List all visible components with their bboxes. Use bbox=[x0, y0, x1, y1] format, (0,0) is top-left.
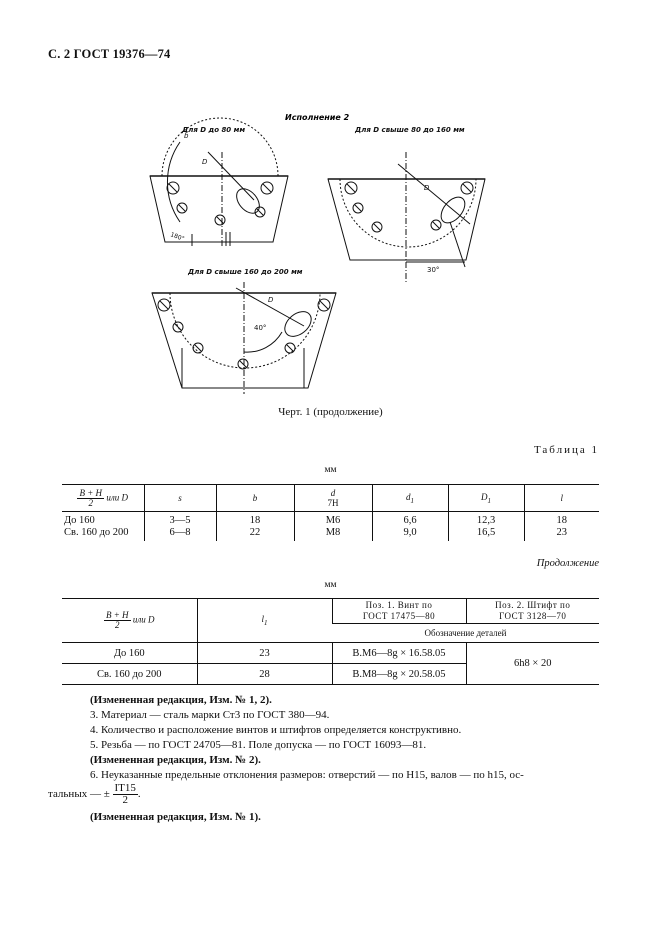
header-tail: или D bbox=[106, 492, 128, 503]
dim-d-3: D bbox=[268, 296, 274, 304]
dim-d-1: D bbox=[202, 158, 208, 166]
table-cell: Св. 160 до 200 bbox=[64, 527, 129, 538]
table-cell: М6 bbox=[294, 512, 372, 528]
table-cell: Св. 160 до 200 bbox=[62, 664, 197, 685]
dim-d-2: D bbox=[424, 184, 430, 192]
table-row bbox=[62, 643, 599, 664]
table-2-header bbox=[62, 599, 599, 624]
note-6: 6. Неуказанные предельные отклонения размеров: отверстий — по Н15, валов — по h15, ос- bbox=[90, 769, 524, 781]
table-1-header-d1: $d_1$ bbox=[372, 485, 448, 512]
table-1-label: Таблица 1 bbox=[533, 444, 599, 456]
table-row bbox=[62, 512, 599, 528]
frac-den: 2 bbox=[88, 497, 94, 508]
note-6-cont: тальных — ± $\frac{IT15}{2}$ . bbox=[48, 782, 141, 806]
table-cell: В.М6—8g × 16.58.05 bbox=[332, 643, 466, 664]
table-2-header-pos2: Поз. 2. Штифт по ГОСТ 3128—70 bbox=[466, 599, 599, 624]
table-2-header-pos1: Поз. 1. Винт по ГОСТ 17475—80 bbox=[332, 599, 466, 624]
table-cell: 12,3 bbox=[448, 512, 524, 528]
table-1-header-b: b bbox=[216, 485, 294, 512]
table-cell: 28 bbox=[197, 664, 332, 685]
table-1-header bbox=[62, 485, 599, 512]
table-cell: 3—5 bbox=[144, 512, 216, 528]
technical-drawing bbox=[140, 112, 520, 397]
view-3 bbox=[152, 268, 336, 394]
table-cell: До 160 bbox=[64, 515, 95, 526]
drawing-title: Исполнение 2 bbox=[285, 113, 350, 122]
table-1 bbox=[62, 484, 599, 541]
table-2-designation: Обозначение деталей bbox=[332, 624, 599, 643]
table-cell: 18 bbox=[524, 512, 599, 528]
table-cell: 6,6 bbox=[372, 512, 448, 528]
page-header: С. 2 ГОСТ 19376—74 bbox=[48, 47, 171, 61]
table-cell: М8 bbox=[294, 527, 372, 541]
table-cell: 23 bbox=[197, 643, 332, 664]
dim-30: 30° bbox=[427, 266, 440, 274]
table-cell: До 160 bbox=[62, 643, 197, 664]
view-3-label: Для D свыше 160 до 200 мм bbox=[188, 268, 303, 276]
edition-note-2: (Измененная редакция, Изм. № 2). bbox=[90, 754, 261, 766]
table-row bbox=[62, 527, 599, 541]
table-1-header-s: s bbox=[144, 485, 216, 512]
view-1 bbox=[150, 118, 288, 247]
table-cell: В.М8—8g × 20.58.05 bbox=[332, 664, 466, 685]
note-4: 4. Количество и расположение винтов и штифтов определяется конструктивно. bbox=[90, 724, 462, 736]
dim-180: 180° bbox=[169, 231, 186, 243]
notes bbox=[48, 693, 613, 825]
table-cell: 22 bbox=[216, 527, 294, 541]
table-cell: 18 bbox=[216, 512, 294, 528]
table-1-header-l: l bbox=[524, 485, 599, 512]
table-2-header-l1: $l_1$ bbox=[197, 599, 332, 643]
table-cell: 6—8 bbox=[144, 527, 216, 541]
edition-note-1-2: (Измененная редакция, Изм. № 1, 2). bbox=[90, 694, 272, 706]
table-cell: 23 bbox=[524, 527, 599, 541]
frac-num: B + H bbox=[79, 487, 103, 498]
table-2 bbox=[62, 598, 599, 685]
dim-40: 40° bbox=[254, 324, 267, 332]
continuation-label: Продолжение bbox=[536, 558, 599, 569]
note-5: 5. Резьба — по ГОСТ 24705—81. Поле допуска — по ГОСТ 16093—81. bbox=[90, 739, 427, 751]
view-2-label: Для D свыше 80 до 160 мм bbox=[355, 126, 465, 134]
table-1-header-D1: $D_1$ bbox=[448, 485, 524, 512]
table-cell: 16,5 bbox=[448, 527, 524, 541]
table-2-unit: мм bbox=[324, 580, 337, 590]
dim-b-1: b bbox=[184, 132, 189, 140]
table-1-unit: мм bbox=[324, 465, 337, 475]
table-1-header-d: d 7Н bbox=[294, 485, 372, 512]
table-cell: 9,0 bbox=[372, 527, 448, 541]
edition-note-1: (Измененная редакция, Изм. № 1). bbox=[90, 811, 261, 823]
table-1-header-first bbox=[62, 485, 144, 512]
pin-designation: 6h8 × 20 bbox=[466, 643, 599, 685]
view-1-label: Для D до 80 мм bbox=[182, 126, 246, 134]
view-2 bbox=[328, 126, 485, 282]
figure-caption: Черт. 1 (продолжение) bbox=[278, 406, 383, 418]
table-2-header-first: $\frac{B + H}{2}$ или D bbox=[62, 599, 197, 643]
note-3: 3. Материал — сталь марки Ст3 по ГОСТ 380—94. bbox=[90, 709, 330, 721]
